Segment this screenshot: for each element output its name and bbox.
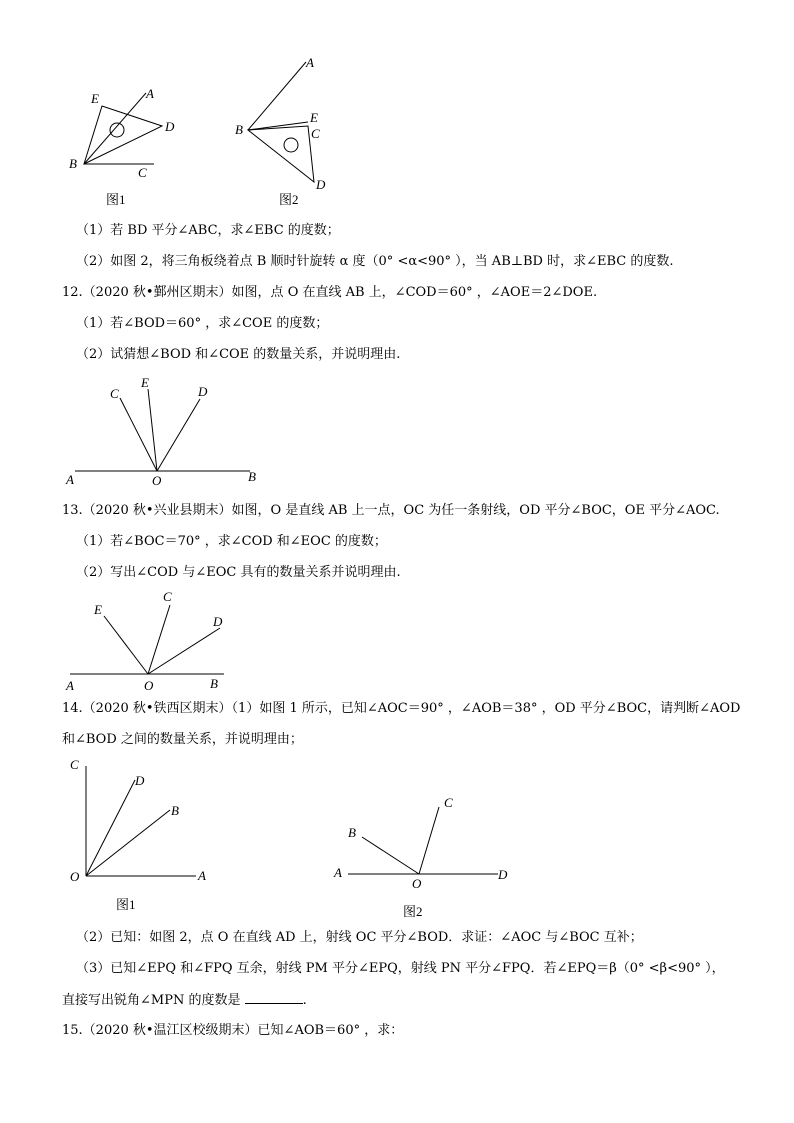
part3-prompt: 直接写出锐角∠MPN 的度数是	[62, 993, 241, 1008]
ray-OD	[157, 399, 200, 471]
label-A: A	[66, 472, 74, 487]
problem13-part2: （2）写出∠COD 与∠EOC 具有的数量关系并说明理由.	[76, 565, 401, 580]
label-A: A	[66, 678, 74, 693]
ray-BE	[248, 122, 308, 130]
label-E: E	[91, 91, 99, 106]
problem13-stem: 13.（2020 秋•兴业县期末）如图，O 是直线 AB 上一点，OC 为任一条射线，OD 平分∠BOC，OE 平分∠AOC.	[62, 503, 720, 518]
problem14-part3: （3）已知∠EPQ 和∠FPQ 互余，射线 PM 平分∠EPQ，射线 PN 平分∠FPQ．若∠EPQ＝β（0° <β<90° ），	[76, 961, 725, 976]
label-O: O	[70, 869, 80, 884]
answer-blank[interactable]	[245, 992, 303, 1004]
label-E: E	[141, 375, 149, 390]
label-A: A	[334, 865, 342, 880]
ray-OC	[120, 398, 157, 471]
label-A: A	[146, 86, 154, 101]
label-B: B	[69, 156, 77, 171]
figure-caption: 图1	[116, 897, 136, 912]
ray-OB	[86, 810, 170, 876]
triangle-plate	[248, 126, 314, 182]
problem14-part3-line2	[62, 992, 307, 1009]
triangle-plate	[84, 106, 162, 164]
plate-hole	[284, 138, 298, 152]
ray-OE	[104, 616, 148, 674]
label-B: B	[248, 469, 256, 484]
label-C: C	[311, 126, 320, 141]
figure-caption: 图2	[403, 904, 423, 919]
problem11-figure2	[228, 52, 348, 212]
problem12-stem: 12.（2020 秋•鄞州区期末）如图，点 O 在直线 AB 上，∠COD＝60° ，∠AOE＝2∠DOE.	[62, 285, 598, 300]
label-C: C	[163, 589, 172, 604]
figure-caption: 图1	[106, 192, 126, 207]
label-O: O	[152, 473, 162, 488]
ray-OC	[148, 605, 170, 674]
label-O: O	[144, 678, 154, 693]
label-D: D	[498, 867, 508, 882]
label-C: C	[110, 386, 119, 401]
label-D: D	[135, 773, 145, 788]
problem12-figure	[60, 372, 280, 492]
problem13-part1: （1）若∠BOC＝70° ，求∠COD 和∠EOC 的度数；	[76, 534, 387, 549]
problem15-stem: 15.（2020 秋•温江区校级期末）已知∠AOB＝60° ，求：	[62, 1023, 404, 1038]
label-D: D	[198, 384, 208, 399]
part3-period: .	[302, 993, 307, 1008]
label-C: C	[70, 757, 79, 772]
label-B: B	[348, 825, 356, 840]
label-B: B	[235, 122, 243, 137]
ray-OD	[86, 780, 135, 876]
problem11-part2: （2）如图 2，将三角板绕着点 B 顺时针旋转 α 度（0° <α<90° ），当 AB⊥BD 时，求∠EBC 的度数.	[76, 254, 674, 269]
label-C: C	[444, 795, 453, 810]
problem14-stem-line1: 14.（2020 秋•铁西区期末）（1）如图 1 所示，已知∠AOC＝90° ，∠AOB＝38° ，OD 平分∠BOC，请判断∠AOD	[62, 701, 741, 716]
problem13-figure	[60, 588, 240, 698]
label-A: A	[306, 55, 314, 70]
ray-OE	[148, 389, 157, 471]
problem14-part2: （2）已知：如图 2，点 O 在直线 AD 上，射线 OC 平分∠BOD．求证：∠AOC 与∠BOC 互补；	[76, 930, 643, 945]
problem14-stem-line2: 和∠BOD 之间的数量关系，并说明理由；	[62, 732, 303, 747]
problem12-part1: （1）若∠BOD＝60° ，求∠COE 的度数；	[76, 316, 329, 331]
label-O: O	[412, 876, 422, 891]
problem14-figure2	[320, 790, 520, 925]
figure-caption: 图2	[279, 192, 299, 207]
plate-hole	[110, 123, 124, 137]
label-B: B	[171, 803, 179, 818]
problem14-figure1	[60, 752, 220, 917]
ray-BA	[248, 62, 306, 130]
label-A: A	[198, 868, 206, 883]
label-B: B	[210, 676, 218, 691]
problem11-figure1	[60, 78, 190, 208]
label-C: C	[138, 165, 147, 180]
label-D: D	[213, 614, 223, 629]
label-D: D	[316, 177, 326, 192]
problem12-part2: （2）试猜想∠BOD 和∠COE 的数量关系，并说明理由.	[76, 347, 401, 362]
label-E: E	[94, 602, 102, 617]
label-E: E	[310, 110, 318, 125]
ray-OD	[148, 628, 220, 674]
problem11-part1: （1）若 BD 平分∠ABC，求∠EBC 的度数；	[76, 223, 340, 238]
ray-OC	[419, 807, 439, 874]
ray-OB	[362, 837, 419, 874]
label-D: D	[165, 119, 175, 134]
